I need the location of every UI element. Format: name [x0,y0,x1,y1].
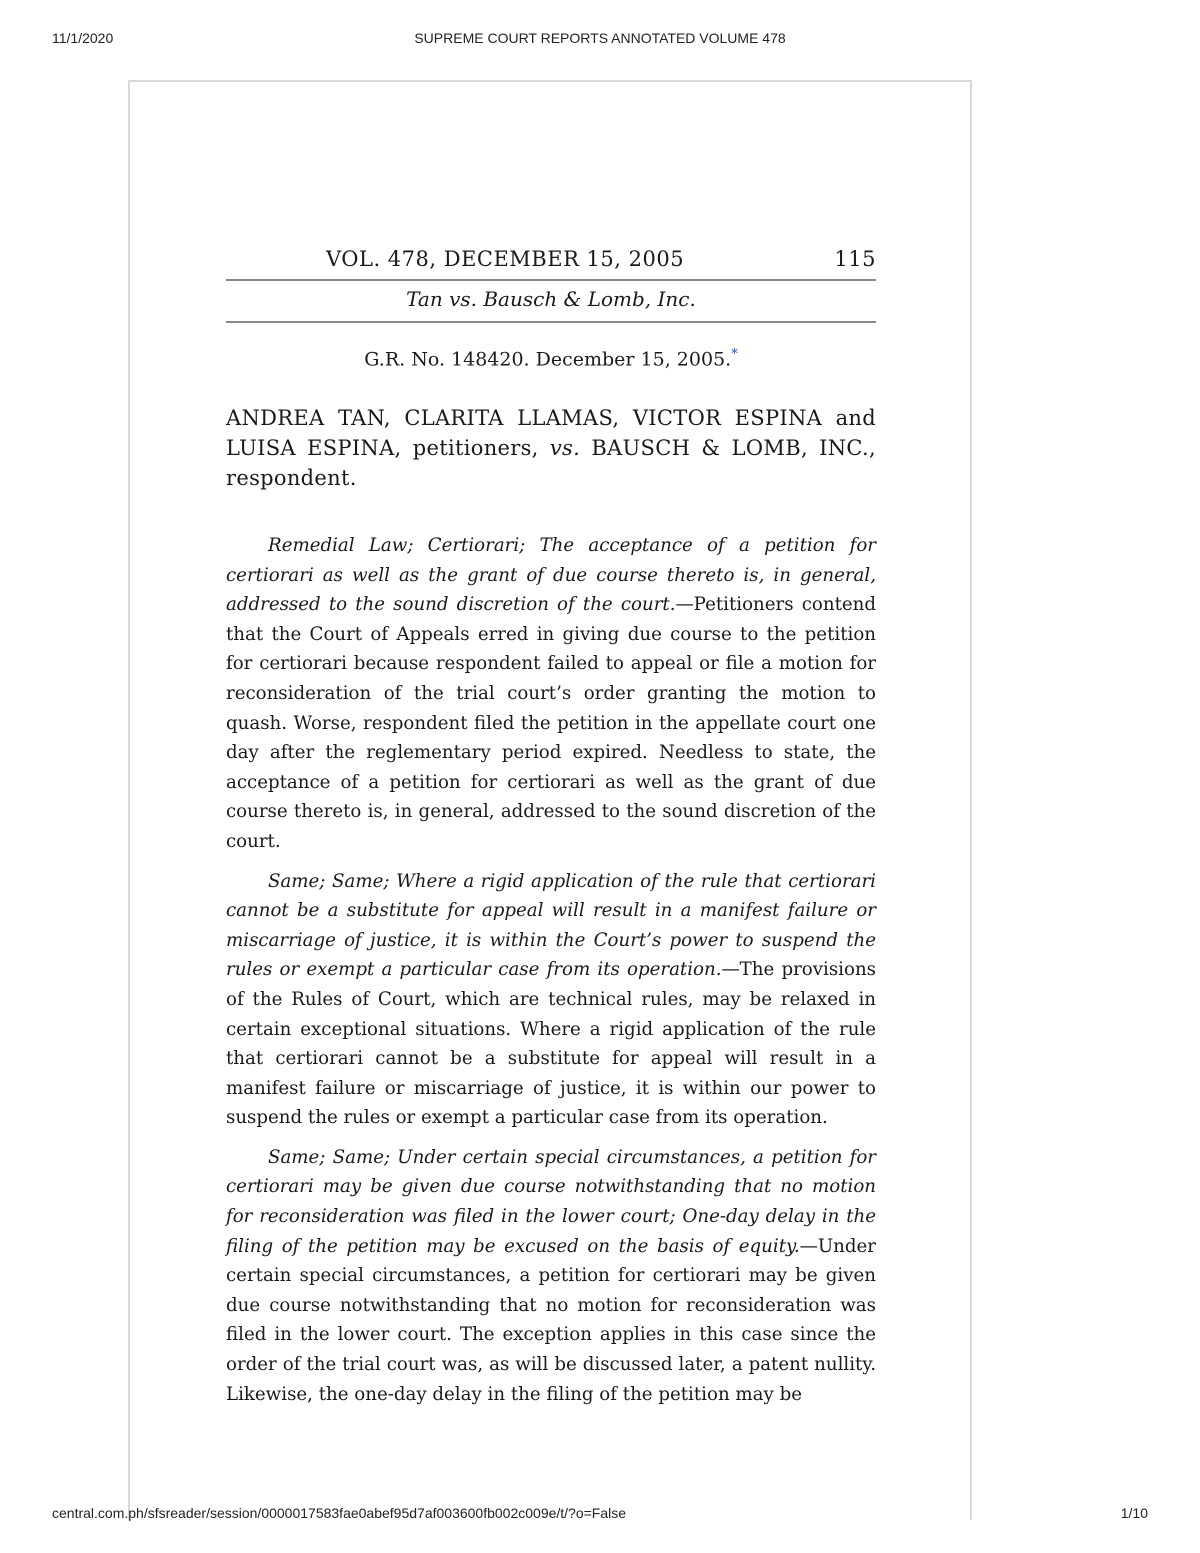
respondent: BAUSCH & LOMB, INC., respondent. [226,436,876,490]
print-page-count: 1/10 [1120,1505,1148,1521]
footnote-link[interactable]: * [731,347,738,362]
syllabus-paragraph [226,867,876,1133]
syllabus-keywords: Same; Same; Under certain special circumstances, a petition for certiorari may be given due course notwithstanding that no motion for reconsideration was filed in the lower court; One-day delay in the filing of the petition may be excused on the basis of equity. [226,1146,876,1257]
syllabus-body: —Under certain special circumstances, a petition for certiorari may be given due course notwithstanding that no motion for reconsideration was filed in the lower court. The exception applies in this case since the order of the trial court was, as will be discussed later, a patent nullity. Likewise, the one-day delay in the filing of the petition may be [226,1235,876,1405]
page-number: 115 [834,247,876,271]
case-short-title: Tan vs. Bausch & Lomb, Inc. [406,287,696,311]
syllabus-body: —The provisions of the Rules of Court, which are technical rules, may be relaxed in certain exceptional situations. Where a rigid application of the rule that certiorari cannot be a substitute for appeal will result in a manifest failure or miscarriage of justice, it is within our power to suspend the rules or exempt a particular case from its operation. [226,959,876,1129]
volume-date: VOL. 478, DECEMBER 15, 2005 [326,247,685,271]
document-content [226,245,876,1419]
syllabus-paragraph [226,1143,876,1409]
print-title: SUPREME COURT REPORTS ANNOTATED VOLUME 478 [414,30,786,46]
syllabus-body: —Petitioners contend that the Court of Appeals erred in giving due course to the petition for certiorari because respondent failed to appeal or file a motion for reconsideration of the trial court’s order granting the motion to quash. Worse, respondent filed the petition in the appellate court one day after the reglementary period expired. Needless to state, the acceptance of a petition for certiorari as well as the grant of due course thereto is, in general, addressed to the sound discretion of the court. [226,594,876,852]
syllabus-paragraph [226,531,876,857]
print-date: 11/1/2020 [52,30,114,46]
running-head [226,245,876,279]
syllabus-keywords: Same; Same; Where a rigid application of the rule that certiorari cannot be a substitute for appeal will result in a manifest failure or miscarriage of justice, it is within the Court’s power to suspend the rules or exempt a particular case from its operation. [226,870,876,981]
gr-number-line [226,347,876,377]
syllabus [226,531,876,1409]
syllabus-keywords: Remedial Law; Certiorari; The acceptance of a petition for certiorari as well as the grant of due course thereto is, in general, addressed to the sound discretion of the court. [226,535,876,616]
versus: vs. [549,436,581,460]
browser-print-header [0,30,1200,52]
browser-print-footer [0,1505,1200,1527]
case-parties [226,403,876,493]
petitioners: ANDREA TAN, CLARITA LLAMAS, VICTOR ESPINA and LUISA ESPINA, petitioners, [226,406,876,460]
print-url: central.com.ph/sfsreader/session/0000017583fae0abef95d7af003600fb002c009e/t/?o=False [52,1505,627,1521]
header-rule-bottom [226,321,876,323]
gr-number: G.R. No. 148420. December 15, 2005. [364,348,732,371]
